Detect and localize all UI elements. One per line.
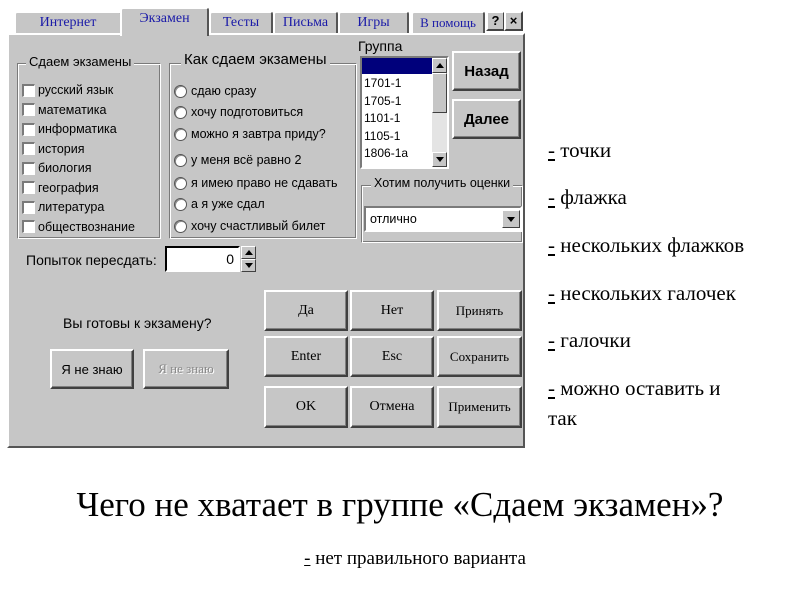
arrow-up-icon xyxy=(436,63,444,68)
answer-text: нескольких галочек xyxy=(555,281,736,305)
how-group-title: Как сдаем экзамены xyxy=(181,51,330,68)
action-button[interactable]: Да xyxy=(264,290,348,331)
group-list-item[interactable]: 1806-1а xyxy=(364,146,409,160)
scroll-down-button[interactable] xyxy=(432,152,447,167)
retake-down-button[interactable] xyxy=(241,259,256,272)
answer-dash: - xyxy=(548,376,555,400)
exam-checkbox-row[interactable] xyxy=(22,101,106,119)
ready-question: Вы готовы к экзамену? xyxy=(63,315,212,331)
help-button[interactable]: ? xyxy=(486,11,505,31)
action-button[interactable]: Esc xyxy=(350,336,434,377)
answer-option xyxy=(548,281,736,306)
answer-dash: - xyxy=(548,185,555,209)
grade-dropdown-button[interactable] xyxy=(502,210,520,228)
answer-text: нескольких флажков xyxy=(555,233,745,257)
retake-label: Попыток пересдать: xyxy=(26,252,157,268)
grade-group-title: Хотим получить оценки xyxy=(371,176,513,190)
exam-checkbox-row[interactable] xyxy=(22,218,135,236)
group-list-scrollbar[interactable] xyxy=(432,58,447,167)
grade-select-value: отлично xyxy=(370,212,417,226)
how-radio-row[interactable] xyxy=(174,195,265,213)
exam-checkbox-row[interactable] xyxy=(22,81,113,99)
arrow-down-icon xyxy=(245,263,253,268)
radio-label: можно я завтра приду? xyxy=(191,127,326,141)
question-text: Чего не хватает в группе «Сдаем экзамен»? xyxy=(76,485,724,524)
answer-option xyxy=(0,548,800,570)
group-list-selected-row xyxy=(362,58,432,74)
retake-value: 0 xyxy=(226,251,234,267)
group-list-item[interactable]: 1705-1 xyxy=(364,93,402,108)
radio-button[interactable] xyxy=(174,177,187,190)
radio-button[interactable] xyxy=(174,198,187,211)
checkbox-label: история xyxy=(38,141,85,156)
answer-text: нет правильного варианта xyxy=(310,548,526,569)
answer-option xyxy=(548,406,577,431)
tab-help[interactable]: В помощь xyxy=(411,11,485,34)
exam-checkbox-row[interactable] xyxy=(22,198,104,216)
group-list-item[interactable]: 1105-1 xyxy=(364,128,401,143)
how-radio-row[interactable] xyxy=(174,125,326,143)
answer-dash: - xyxy=(548,138,555,162)
checkbox[interactable] xyxy=(22,201,35,214)
group-list-item[interactable]: 1101-1 xyxy=(364,111,401,125)
how-radio-row[interactable] xyxy=(174,217,325,235)
exam-checkbox-row[interactable] xyxy=(22,179,99,197)
close-button[interactable]: × xyxy=(504,11,523,31)
how-radio-row[interactable] xyxy=(174,82,256,100)
chevron-down-icon xyxy=(507,217,515,222)
checkbox-label: математика xyxy=(38,102,107,117)
answer-option xyxy=(548,185,627,210)
checkbox[interactable] xyxy=(22,181,35,194)
answer-text: можно оставить и xyxy=(555,376,721,400)
checkbox[interactable] xyxy=(22,123,35,136)
scroll-up-button[interactable] xyxy=(432,58,447,73)
checkbox-label: биология xyxy=(38,161,92,175)
tab-internet[interactable]: Интернет xyxy=(14,11,122,34)
radio-label: а я уже сдал xyxy=(191,197,265,211)
checkbox[interactable] xyxy=(22,162,35,175)
arrow-down-icon xyxy=(436,157,444,162)
radio-label: у меня всё равно 2 xyxy=(191,153,302,167)
exam-checkbox-row[interactable] xyxy=(22,120,117,138)
radio-button[interactable] xyxy=(174,154,187,167)
tab-tests[interactable]: Тесты xyxy=(209,11,273,34)
checkbox[interactable] xyxy=(22,84,35,97)
checkbox-label: обществознание xyxy=(38,219,135,234)
answer-option xyxy=(548,233,744,258)
checkbox[interactable] xyxy=(22,142,35,155)
checkbox[interactable] xyxy=(22,103,35,116)
exam-checkbox-row[interactable] xyxy=(22,140,84,158)
answer-text: галочки xyxy=(555,328,631,352)
how-radio-row[interactable] xyxy=(174,174,337,192)
exam-checkbox-row[interactable] xyxy=(22,159,92,177)
tab-exam[interactable]: Экзамен xyxy=(120,7,209,36)
action-button[interactable]: Enter xyxy=(264,336,348,377)
radio-label: хочу подготовиться xyxy=(191,105,304,119)
answer-dash: - xyxy=(548,328,555,352)
retake-up-button[interactable] xyxy=(241,246,256,259)
checkbox-label: русский язык xyxy=(38,83,114,97)
exams-group-title: Сдаем экзамены xyxy=(26,54,134,69)
arrow-up-icon xyxy=(245,250,253,255)
answer-text: флажка xyxy=(555,185,627,209)
dont-know-button[interactable]: Я не знаю xyxy=(50,349,134,389)
dont-know-button-disabled: Я не знаю xyxy=(143,349,229,389)
radio-label: я имею право не сдавать xyxy=(191,176,338,190)
how-radio-row[interactable] xyxy=(174,103,303,121)
next-button[interactable]: Далее xyxy=(452,99,521,139)
tab-letters[interactable]: Письма xyxy=(273,11,338,34)
back-button[interactable]: Назад xyxy=(452,51,521,91)
radio-button[interactable] xyxy=(174,220,187,233)
how-radio-row[interactable] xyxy=(174,151,301,169)
answer-text: так xyxy=(548,406,577,430)
answer-option xyxy=(548,328,631,353)
answer-text: точки xyxy=(555,138,612,162)
answer-option xyxy=(548,376,721,401)
group-listbox[interactable] xyxy=(360,56,449,169)
answer-option xyxy=(548,138,611,163)
action-button[interactable]: Принять xyxy=(437,290,522,331)
radio-label: хочу счастливый билет xyxy=(191,219,326,233)
checkbox-label: информатика xyxy=(38,122,117,136)
group-list-label: Группа xyxy=(358,38,403,54)
radio-button[interactable] xyxy=(174,85,187,98)
scroll-thumb[interactable] xyxy=(432,73,447,113)
answer-dash: - xyxy=(548,233,555,257)
grade-select[interactable] xyxy=(364,206,522,232)
action-button[interactable]: OK xyxy=(264,386,348,428)
dialog-panel xyxy=(7,33,525,448)
action-button[interactable]: Отмена xyxy=(350,386,434,428)
action-button[interactable]: Применить xyxy=(437,386,522,428)
radio-label: сдаю сразу xyxy=(191,84,257,98)
checkbox-label: литература xyxy=(38,200,105,214)
action-button[interactable]: Нет xyxy=(350,290,434,331)
retake-input[interactable] xyxy=(165,246,240,272)
radio-button[interactable] xyxy=(174,106,187,119)
answer-dash: - xyxy=(304,548,311,569)
action-button[interactable]: Сохранить xyxy=(437,336,522,377)
radio-button[interactable] xyxy=(174,128,187,141)
checkbox[interactable] xyxy=(22,220,35,233)
checkbox-label: география xyxy=(38,180,99,195)
tab-games[interactable]: Игры xyxy=(338,11,409,34)
group-list-item[interactable]: 1701-1 xyxy=(364,76,402,90)
answer-dash: - xyxy=(548,281,555,305)
